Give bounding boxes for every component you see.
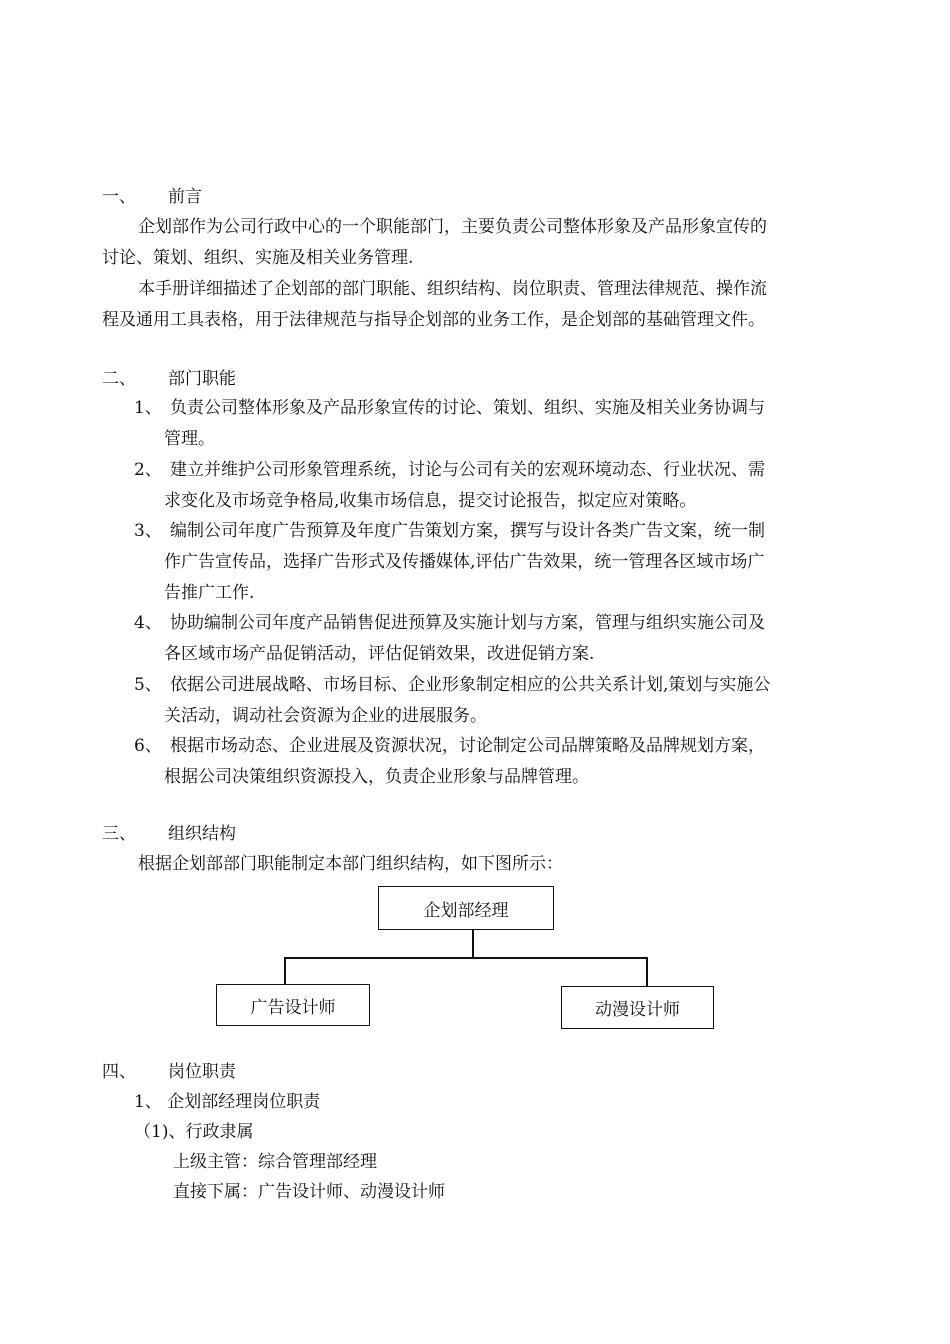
section-number: 三、 bbox=[102, 824, 136, 844]
item-line: 作广告宣传品，选择广告形式及传播媒体,评估广告效果，统一管理各区域市场广 bbox=[164, 552, 765, 572]
org-box-right bbox=[561, 986, 714, 1029]
item-number: 4、 bbox=[134, 613, 162, 633]
item-line: 负责公司整体形象及产品形象宣传的讨论、策划、组织、实施及相关业务协调与 bbox=[170, 398, 765, 418]
section-4-heading bbox=[102, 1061, 236, 1083]
list-item bbox=[134, 608, 850, 670]
org-box-root bbox=[378, 886, 554, 930]
org-connector bbox=[284, 957, 648, 959]
section-number: 一、 bbox=[102, 187, 136, 207]
list-item bbox=[134, 516, 850, 609]
paragraph-2 bbox=[102, 274, 850, 336]
item-line: 求变化及市场竞争格局,收集市场信息，提交讨论报告，拟定应对策略。 bbox=[164, 491, 697, 511]
list-item bbox=[134, 670, 850, 732]
list-item bbox=[134, 455, 850, 517]
section-title: 组织结构 bbox=[168, 824, 236, 844]
item-line: 依据公司进展战略、市场目标、企业形象制定相应的公共关系计划,策划与实施公 bbox=[170, 675, 771, 695]
section-number: 二、 bbox=[102, 369, 136, 389]
item-line: 编制公司年度广告预算及年度广告策划方案，撰写与设计各类广告文案，统一制 bbox=[170, 521, 765, 541]
item-number: 2、 bbox=[134, 460, 162, 480]
paragraph-line: 企划部作为公司行政中心的一个职能部门，主要负责公司整体形象及产品形象宣传的 bbox=[138, 217, 767, 237]
list-item bbox=[134, 731, 850, 793]
subsubsection-heading: （1)、行政隶属 bbox=[134, 1122, 254, 1142]
org-connector bbox=[472, 930, 474, 958]
org-intro: 根据企划部部门职能制定本部门组织结构，如下图所示： bbox=[138, 854, 563, 874]
section-title: 前言 bbox=[168, 187, 202, 207]
item-number: 6、 bbox=[134, 736, 162, 756]
item-number: 1、 bbox=[134, 398, 162, 418]
org-connector bbox=[284, 957, 286, 985]
subsection-heading: 1、 企划部经理岗位职责 bbox=[134, 1092, 321, 1112]
org-box-label: 企划部经理 bbox=[423, 900, 509, 921]
paragraph-1 bbox=[102, 212, 850, 274]
item-line: 各区域市场产品促销活动，评估促销效果，改进促销方案. bbox=[164, 644, 595, 664]
item-line: 关活动，调动社会资源为企业的进展服务。 bbox=[164, 706, 487, 726]
org-box-label: 动漫设计师 bbox=[595, 1000, 680, 1020]
section-1-heading bbox=[102, 186, 202, 208]
item-line: 协助编制公司年度产品销售促进预算及实施计划与方案，管理与组织实施公司及 bbox=[170, 613, 765, 633]
paragraph-line: 本手册详细描述了企划部的部门职能、组织结构、岗位职责、管理法律规范、操作流 bbox=[138, 279, 767, 299]
section-title: 部门职能 bbox=[168, 369, 236, 389]
paragraph-line: 程及通用工具表格，用于法律规范与指导企划部的业务工作，是企划部的基础管理文件。 bbox=[102, 310, 765, 330]
org-connector bbox=[646, 957, 648, 987]
superior-line: 上级主管：综合管理部经理 bbox=[173, 1152, 377, 1172]
org-box-left bbox=[216, 984, 370, 1026]
subordinates-line: 直接下属：广告设计师、动漫设计师 bbox=[173, 1182, 445, 1202]
section-2-heading bbox=[102, 368, 236, 390]
section-title: 岗位职责 bbox=[168, 1062, 236, 1082]
item-line: 管理。 bbox=[164, 429, 215, 449]
list-item bbox=[134, 393, 850, 455]
section-number: 四、 bbox=[102, 1062, 136, 1082]
item-line: 告推广工作. bbox=[164, 583, 255, 603]
item-number: 5、 bbox=[134, 675, 162, 695]
paragraph-line: 讨论、策划、组织、实施及相关业务管理. bbox=[102, 248, 414, 268]
item-line: 根据市场动态、企业进展及资源状况，讨论制定公司品牌策略及品牌规划方案， bbox=[170, 736, 765, 756]
org-box-label: 广告设计师 bbox=[250, 997, 336, 1018]
item-number: 3、 bbox=[134, 521, 162, 541]
item-line: 建立并维护公司形象管理系统，讨论与公司有关的宏观环境动态、行业状况、需 bbox=[170, 460, 765, 480]
section-3-heading bbox=[102, 823, 236, 845]
item-line: 根据公司决策组织资源投入，负责企业形象与品牌管理。 bbox=[164, 767, 589, 787]
